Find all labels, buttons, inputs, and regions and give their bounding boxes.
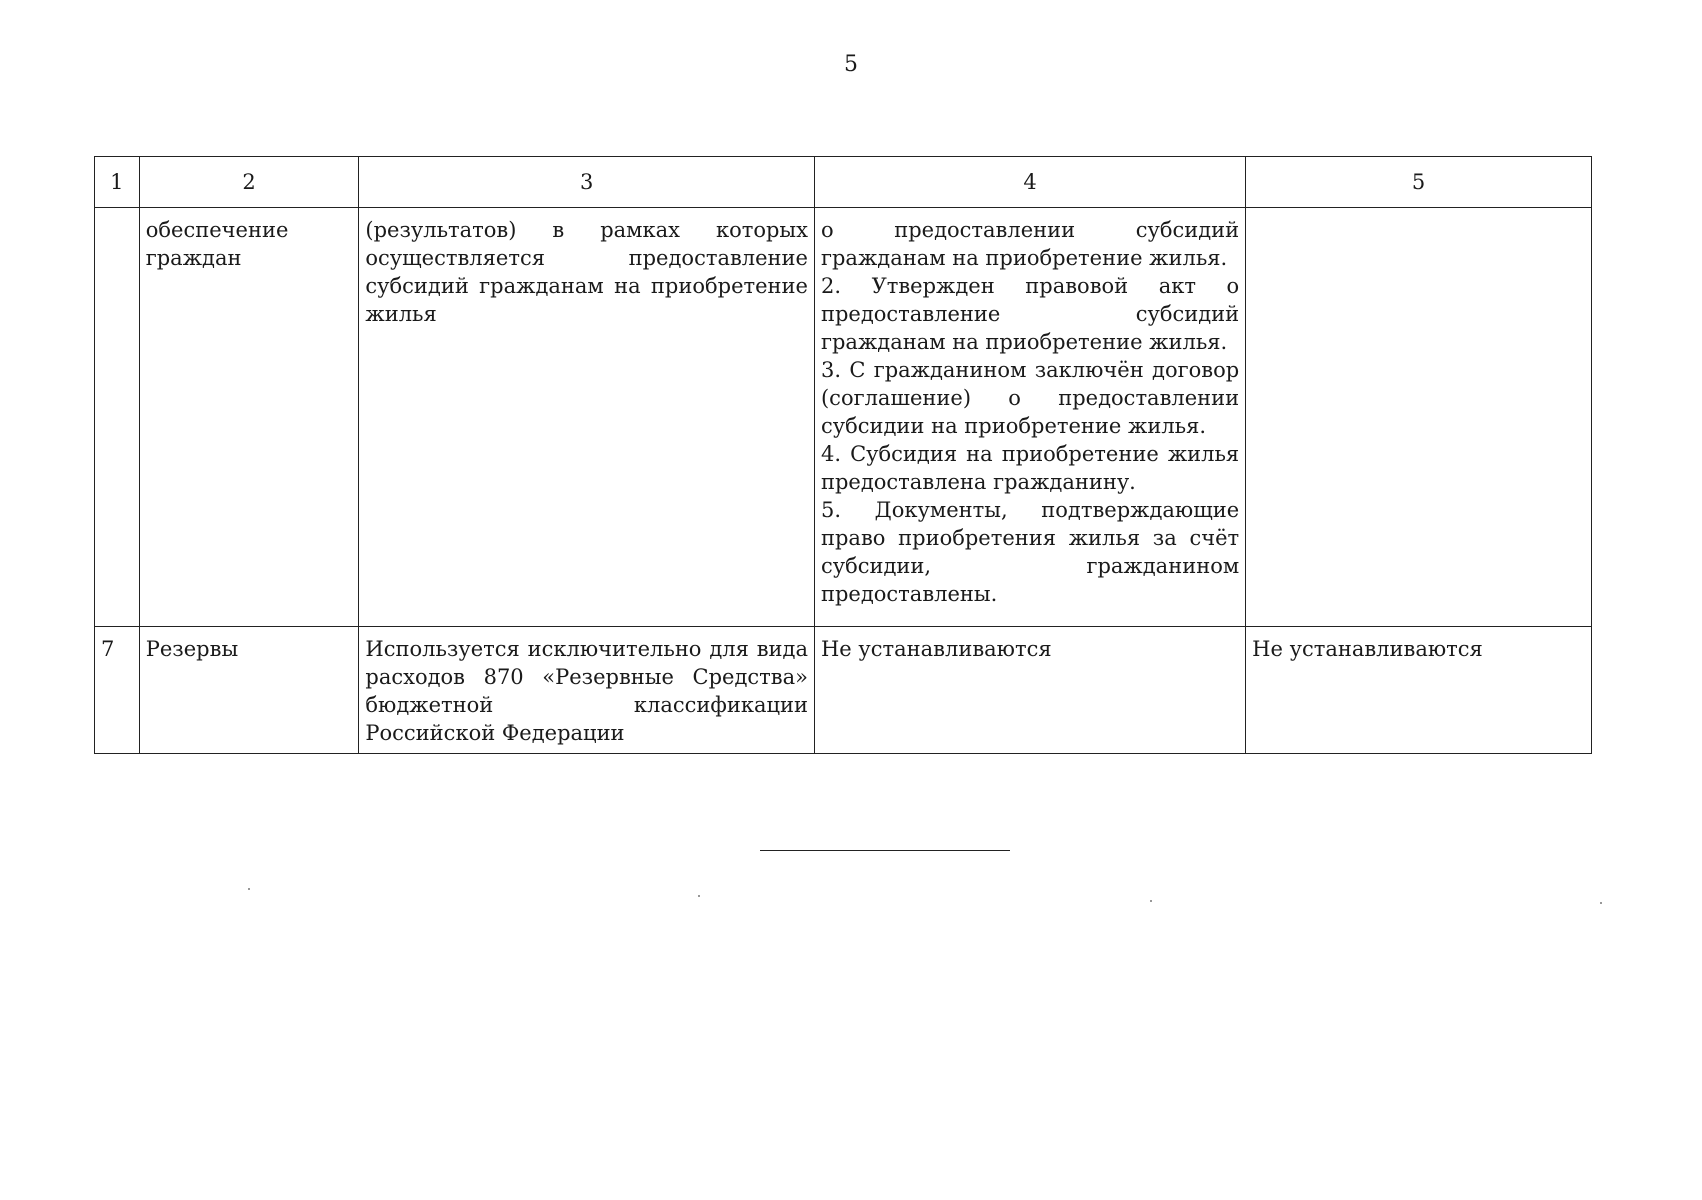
scan-speck xyxy=(1600,902,1602,904)
page-number: 5 xyxy=(844,52,858,77)
description-cell: (результатов) в рамках которых осуществляется предоставление субсидий гражданам на приобретение жилья xyxy=(359,208,815,627)
main-table xyxy=(94,156,1592,754)
result-item: 2. Утвержден правовой акт о предоставление субсидий гражданам на приобретение жилья. xyxy=(820,274,1240,354)
table-row xyxy=(95,627,1592,754)
row-number-cell xyxy=(95,208,140,627)
column-header-1: 1 xyxy=(95,157,140,208)
column-header-5: 5 xyxy=(1246,157,1592,208)
table-header-row xyxy=(95,157,1592,208)
indicator-cell xyxy=(1246,208,1592,627)
end-of-document-rule xyxy=(760,850,1010,851)
direction-cell: Резервы xyxy=(139,627,359,754)
result-item: 4. Субсидия на приобретение жилья предоставлена гражданину. xyxy=(820,442,1240,494)
table-row xyxy=(95,208,1592,627)
column-header-4: 4 xyxy=(814,157,1245,208)
scan-speck xyxy=(698,895,700,897)
scan-speck xyxy=(248,888,250,890)
column-header-2: 2 xyxy=(139,157,359,208)
result-item: 5. Документы, подтверждающие право приобретения жилья за счёт субсидии, гражданином предоставлены. xyxy=(820,498,1240,606)
description-cell: Используется исключительно для вида расходов 870 «Резервные Средства» бюджетной классификации Российской Федерации xyxy=(359,627,815,754)
result-item: 3. С гражданином заключён договор (соглашение) о предоставлении субсидии на приобретение жилья. xyxy=(820,358,1240,438)
results-cell: Не устанавливаются xyxy=(814,627,1245,754)
column-header-3: 3 xyxy=(359,157,815,208)
result-item: о предоставлении субсидий гражданам на приобретение жилья. xyxy=(820,218,1240,270)
scan-speck xyxy=(1150,900,1152,902)
row-number-cell: 7 xyxy=(95,627,140,754)
indicator-cell: Не устанавливаются xyxy=(1246,627,1592,754)
results-cell xyxy=(814,208,1245,627)
direction-cell: обеспечение граждан xyxy=(139,208,359,627)
